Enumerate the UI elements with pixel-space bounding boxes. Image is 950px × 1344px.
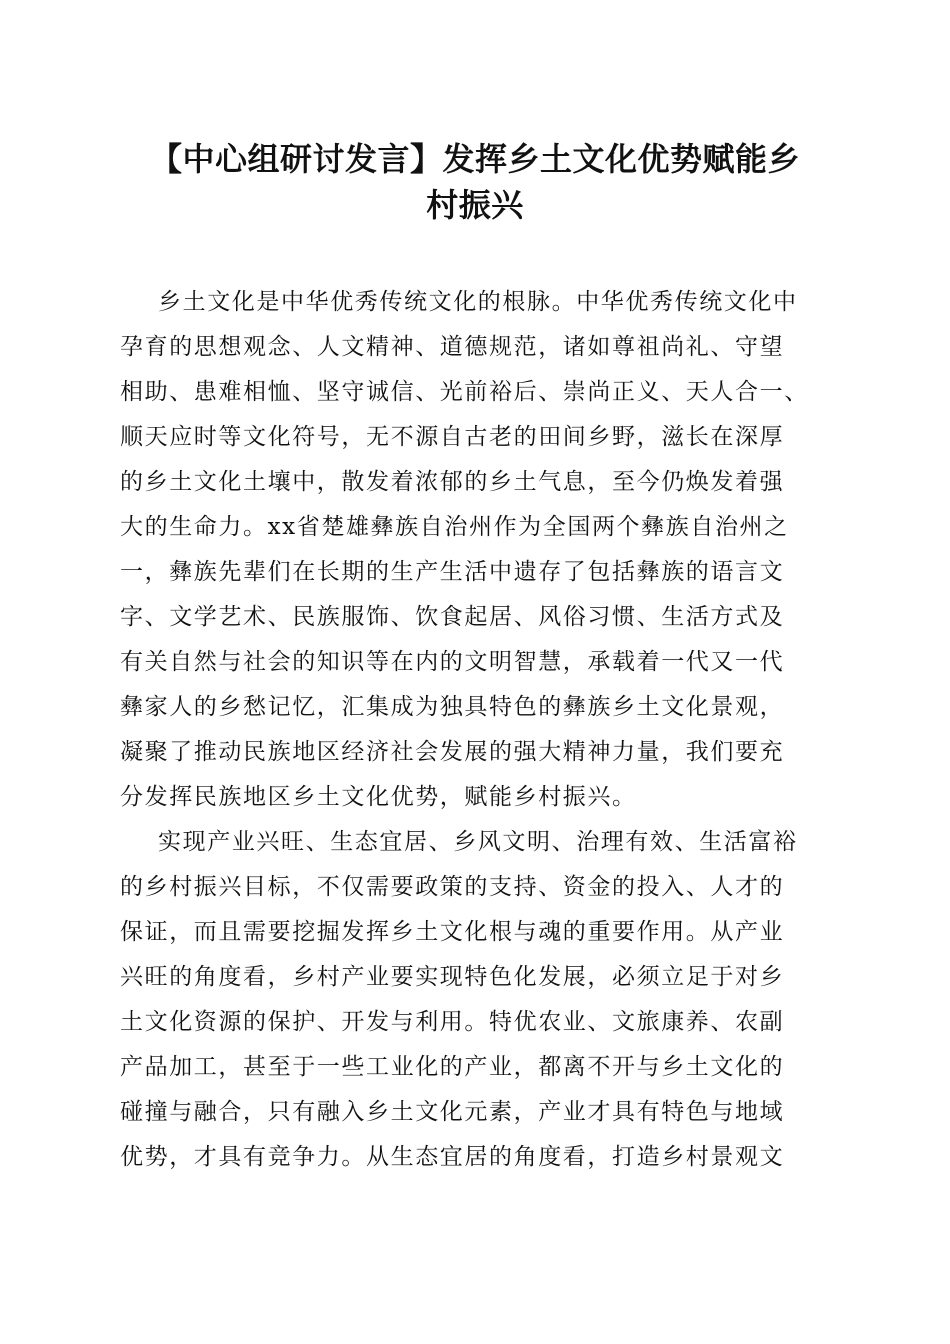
text-line: 有关自然与社会的知识等在内的文明智慧，承载着一代又一代 [120, 649, 785, 675]
text-line: 字、文学艺术、民族服饰、饮食起居、风俗习惯、生活方式及 [120, 604, 785, 630]
text-line: 的乡土文化土壤中，散发着浓郁的乡土气息，至今仍焕发着强 [120, 469, 785, 495]
text-line: 凝聚了推动民族地区经济社会发展的强大精神力量，我们要充 [120, 739, 785, 765]
text-line: 彝家人的乡愁记忆，汇集成为独具特色的彝族乡土文化景观， [120, 694, 785, 720]
text-line: 相助、患难相恤、坚守诚信、光前裕后、崇尚正义、天人合一、 [120, 379, 809, 405]
text-line: 兴旺的角度看，乡村产业要实现特色化发展，必须立足于对乡 [120, 964, 785, 990]
text-line: 一，彝族先辈们在长期的生产生活中遗存了包括彝族的语言文 [120, 559, 785, 585]
paragraph-1 [120, 280, 840, 820]
text-line: 优势，才具有竞争力。从生态宜居的角度看，打造乡村景观文 [120, 1144, 785, 1170]
title-line: 【中心组研讨发言】发挥乡土文化优势赋能乡 [149, 140, 800, 178]
text-line: 保证，而且需要挖掘发挥乡土文化根与魂的重要作用。从产业 [120, 919, 785, 945]
document-body [120, 280, 840, 1180]
text-line: 乡土文化是中华优秀传统文化的根脉。中华优秀传统文化中 [158, 289, 798, 315]
text-line: 土文化资源的保护、开发与利用。特优农业、文旅康养、农副 [120, 1009, 785, 1035]
paragraph-2 [120, 820, 840, 1180]
text-line: 产品加工，甚至于一些工业化的产业，都离不开与乡土文化的 [120, 1054, 785, 1080]
text-line: 大的生命力。xx省楚雄彝族自治州作为全国两个彝族自治州之 [120, 514, 789, 540]
title-line: 村振兴 [426, 186, 524, 224]
text-line: 碰撞与融合，只有融入乡土文化元素，产业才具有特色与地域 [120, 1099, 785, 1125]
text-line: 分发挥民族地区乡土文化优势，赋能乡村振兴。 [120, 784, 637, 810]
text-line: 孕育的思想观念、人文精神、道德规范，诸如尊祖尚礼、守望 [120, 334, 785, 360]
document-title [100, 136, 850, 228]
text-line: 顺天应时等文化符号，无不源自古老的田间乡野，滋长在深厚 [120, 424, 785, 450]
text-line: 的乡村振兴目标，不仅需要政策的支持、资金的投入、人才的 [120, 874, 785, 900]
text-line: 实现产业兴旺、生态宜居、乡风文明、治理有效、生活富裕 [158, 829, 798, 855]
